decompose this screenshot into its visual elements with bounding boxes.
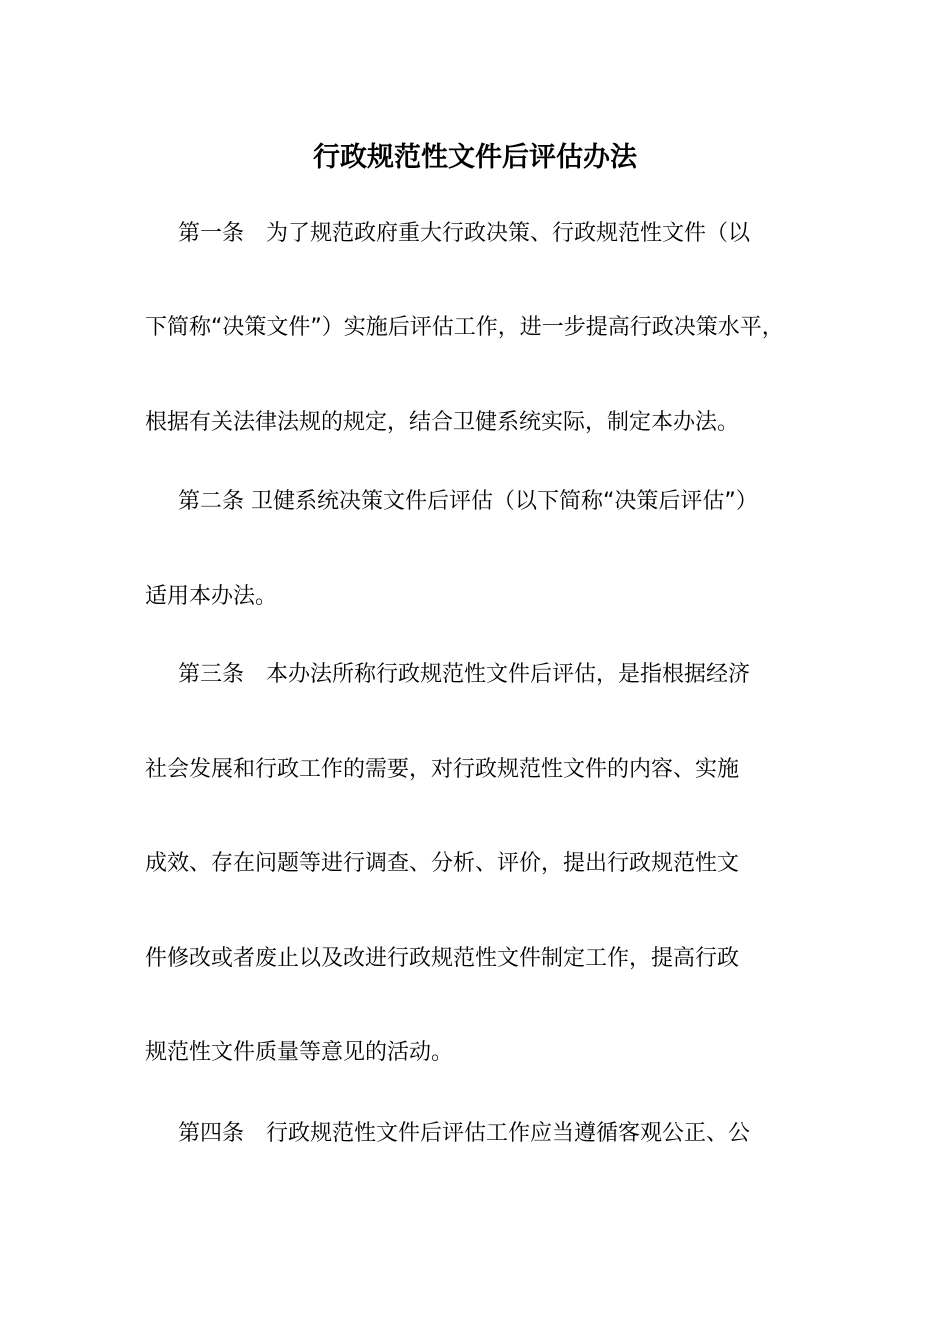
article-3-line-2: 社会发展和行政工作的需要，对行政规范性文件的内容、实施	[145, 757, 740, 782]
article-3-line-1: 第三条 本办法所称行政规范性文件后评估，是指根据经济	[178, 662, 751, 687]
document-title: 行政规范性文件后评估办法	[313, 142, 637, 173]
article-1-line-1: 第一条 为了规范政府重大行政决策、行政规范性文件（以	[178, 221, 751, 246]
article-1-line-2: 下简称“决策文件”）实施后评估工作，进一步提高行政决策水平，	[145, 315, 784, 340]
article-3-line-3: 成效、存在问题等进行调查、分析、评价，提出行政规范性文	[145, 851, 740, 876]
article-2-line-1: 第二条 卫健系统决策文件后评估（以下简称“决策后评估”）	[178, 489, 758, 514]
article-2-line-2: 适用本办法。	[145, 584, 278, 609]
article-1-line-3: 根据有关法律法规的规定，结合卫健系统实际，制定本办法。	[145, 410, 740, 435]
article-3-line-5: 规范性文件质量等意见的活动。	[145, 1040, 454, 1065]
article-3-line-4: 件修改或者废止以及改进行政规范性文件制定工作，提高行政	[145, 946, 740, 971]
article-4-line-1: 第四条 行政规范性文件后评估工作应当遵循客观公正、公	[178, 1121, 751, 1146]
